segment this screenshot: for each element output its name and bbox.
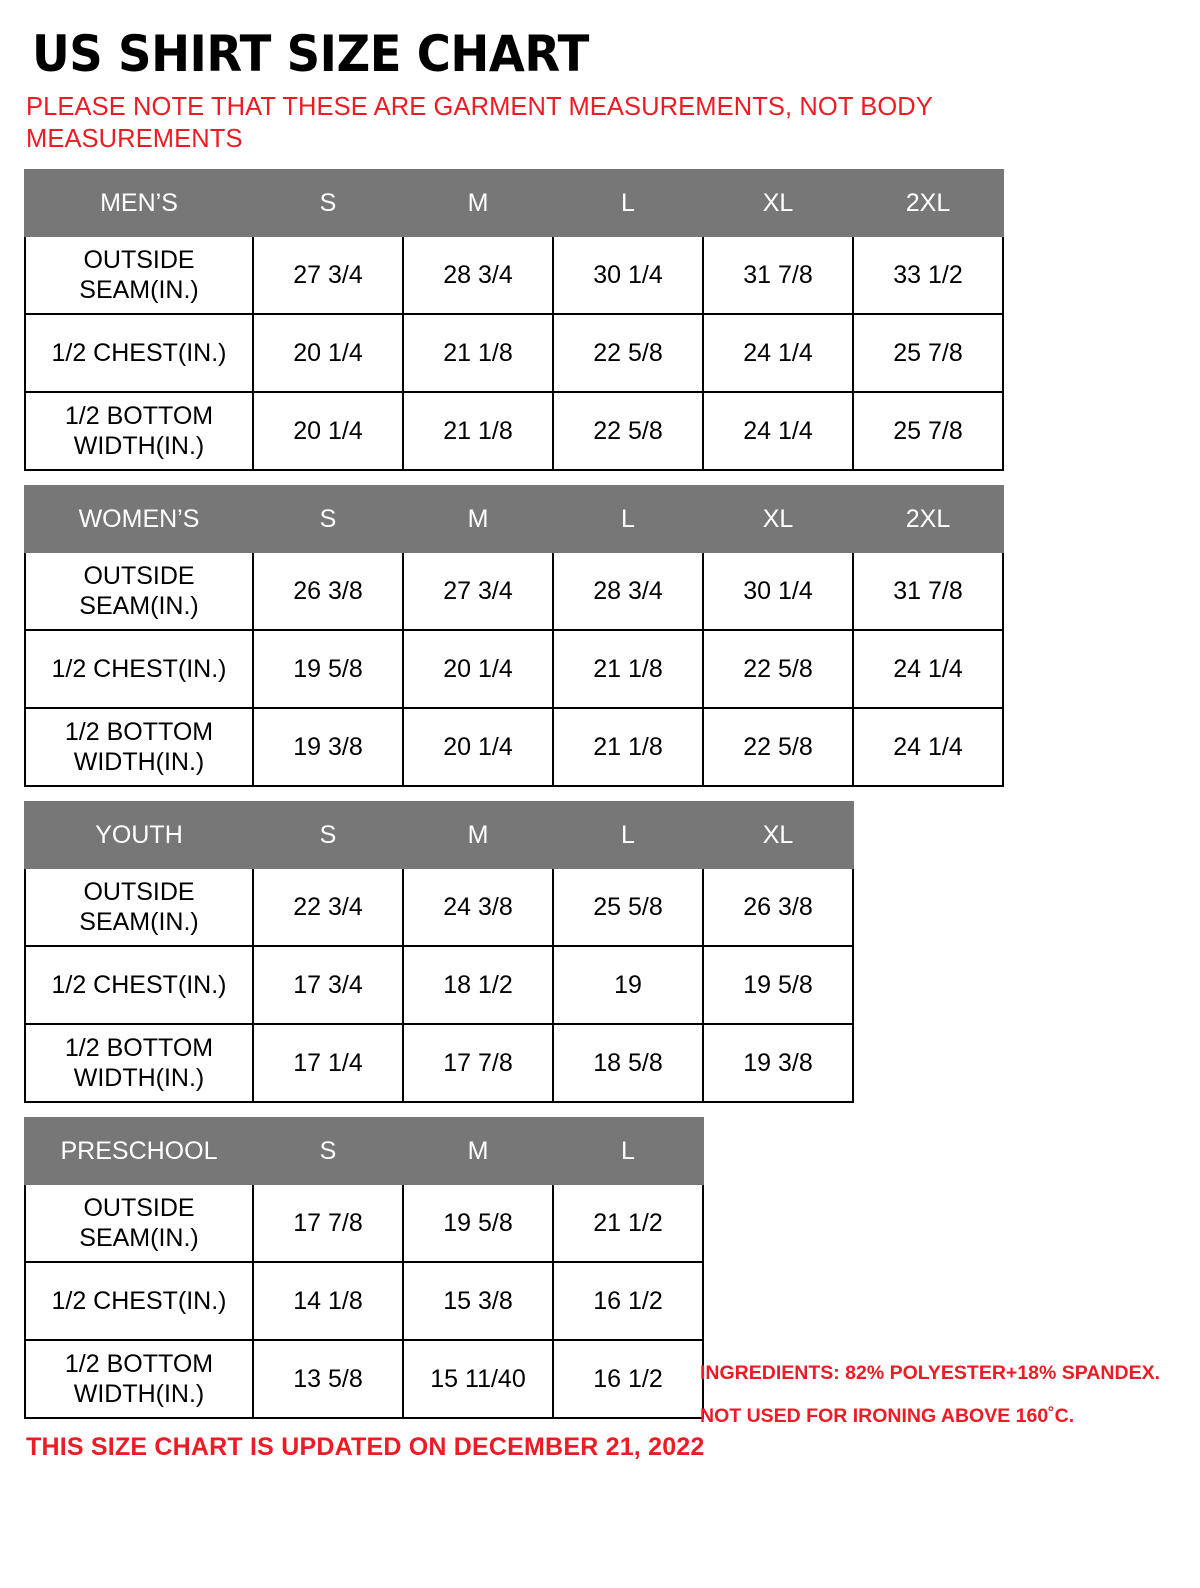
table-header-s: S [253, 802, 403, 868]
cell-value: 25 7/8 [853, 314, 1003, 392]
cell-value: 16 1/2 [553, 1262, 703, 1340]
ingredients-line-1: INGREDIENTS: 82% POLYESTER+18% SPANDEX. [700, 1362, 1161, 1384]
table-row [25, 946, 853, 1024]
table-header-l: L [553, 170, 703, 236]
cell-value: 19 3/8 [703, 1024, 853, 1102]
cell-value: 26 3/8 [253, 552, 403, 630]
cell-value: 17 1/4 [253, 1024, 403, 1102]
table-row [25, 1340, 703, 1418]
table-header-row [25, 486, 1003, 552]
cell-value: 18 1/2 [403, 946, 553, 1024]
cell-value: 15 3/8 [403, 1262, 553, 1340]
cell-value: 20 1/4 [253, 314, 403, 392]
row-label: 1/2 BOTTOM WIDTH(IN.) [25, 392, 253, 470]
cell-value: 25 5/8 [553, 868, 703, 946]
row-label: 1/2 CHEST(IN.) [25, 314, 253, 392]
table-header-m: M [403, 170, 553, 236]
cell-value: 21 1/8 [553, 630, 703, 708]
measurement-note: PLEASE NOTE THAT THESE ARE GARMENT MEASUREMENTS, NOT BODY MEASUREMENTS [26, 92, 933, 153]
cell-value: 22 5/8 [703, 630, 853, 708]
table-row [25, 630, 1003, 708]
table-header-l: L [553, 486, 703, 552]
table-row [25, 1184, 703, 1262]
cell-value: 33 1/2 [853, 236, 1003, 314]
table-header-row [25, 170, 1003, 236]
youth-size-table [24, 801, 854, 1103]
cell-value: 21 1/8 [403, 392, 553, 470]
womens-size-table [24, 485, 1004, 787]
table-row [25, 1262, 703, 1340]
cell-value: 24 3/8 [403, 868, 553, 946]
table-row [25, 392, 1003, 470]
table-header-category: PRESCHOOL [25, 1118, 253, 1184]
table-header-xl: XL [703, 802, 853, 868]
table-header-row [25, 802, 853, 868]
table-header-xl: XL [703, 170, 853, 236]
preschool-size-table [24, 1117, 704, 1419]
table-header-category: WOMEN’S [25, 486, 253, 552]
table-header-category: YOUTH [25, 802, 253, 868]
cell-value: 16 1/2 [553, 1340, 703, 1418]
cell-value: 19 5/8 [703, 946, 853, 1024]
table-header-s: S [253, 1118, 403, 1184]
cell-value: 20 1/4 [253, 392, 403, 470]
cell-value: 28 3/4 [403, 236, 553, 314]
cell-value: 15 11/40 [403, 1340, 553, 1418]
ingredients-line-2: NOT USED FOR IRONING ABOVE 160˚C. [700, 1404, 1075, 1427]
row-label: 1/2 BOTTOM WIDTH(IN.) [25, 1340, 253, 1418]
table-row [25, 552, 1003, 630]
cell-value: 14 1/8 [253, 1262, 403, 1340]
cell-value: 24 1/4 [853, 630, 1003, 708]
cell-value: 22 5/8 [553, 392, 703, 470]
row-label: OUTSIDE SEAM(IN.) [25, 552, 253, 630]
row-label: 1/2 CHEST(IN.) [25, 1262, 253, 1340]
row-label: OUTSIDE SEAM(IN.) [25, 868, 253, 946]
table-header-2xl: 2XL [853, 486, 1003, 552]
cell-value: 31 7/8 [703, 236, 853, 314]
cell-value: 17 7/8 [403, 1024, 553, 1102]
table-row [25, 1024, 853, 1102]
cell-value: 21 1/8 [403, 314, 553, 392]
cell-value: 24 1/4 [703, 314, 853, 392]
table-header-2xl: 2XL [853, 170, 1003, 236]
updated-note: THIS SIZE CHART IS UPDATED ON DECEMBER 21, 2022 [26, 1432, 705, 1461]
cell-value: 13 5/8 [253, 1340, 403, 1418]
table-header-xl: XL [703, 486, 853, 552]
cell-value: 17 7/8 [253, 1184, 403, 1262]
row-label: OUTSIDE SEAM(IN.) [25, 1184, 253, 1262]
cell-value: 28 3/4 [553, 552, 703, 630]
table-header-category: MEN’S [25, 170, 253, 236]
cell-value: 26 3/8 [703, 868, 853, 946]
table-row [25, 868, 853, 946]
cell-value: 20 1/4 [403, 708, 553, 786]
cell-value: 21 1/2 [553, 1184, 703, 1262]
ingredients-note [700, 1352, 1180, 1438]
cell-value: 22 5/8 [703, 708, 853, 786]
table-header-s: S [253, 170, 403, 236]
cell-value: 18 5/8 [553, 1024, 703, 1102]
cell-value: 25 7/8 [853, 392, 1003, 470]
cell-value: 31 7/8 [853, 552, 1003, 630]
cell-value: 27 3/4 [253, 236, 403, 314]
row-label: 1/2 CHEST(IN.) [25, 630, 253, 708]
row-label: 1/2 CHEST(IN.) [25, 946, 253, 1024]
table-header-s: S [253, 486, 403, 552]
cell-value: 19 3/8 [253, 708, 403, 786]
cell-value: 17 3/4 [253, 946, 403, 1024]
table-header-m: M [403, 486, 553, 552]
table-header-l: L [553, 802, 703, 868]
row-label: 1/2 BOTTOM WIDTH(IN.) [25, 708, 253, 786]
cell-value: 21 1/8 [553, 708, 703, 786]
cell-value: 27 3/4 [403, 552, 553, 630]
mens-size-table [24, 169, 1004, 471]
table-row [25, 236, 1003, 314]
cell-value: 24 1/4 [703, 392, 853, 470]
cell-value: 19 5/8 [253, 630, 403, 708]
cell-value: 30 1/4 [553, 236, 703, 314]
table-row [25, 314, 1003, 392]
page-title: US SHIRT SIZE CHART [32, 25, 589, 83]
cell-value: 22 3/4 [253, 868, 403, 946]
cell-value: 22 5/8 [553, 314, 703, 392]
table-row [25, 708, 1003, 786]
cell-value: 19 [553, 946, 703, 1024]
row-label: OUTSIDE SEAM(IN.) [25, 236, 253, 314]
table-header-m: M [403, 1118, 553, 1184]
row-label: 1/2 BOTTOM WIDTH(IN.) [25, 1024, 253, 1102]
table-header-row [25, 1118, 703, 1184]
cell-value: 20 1/4 [403, 630, 553, 708]
cell-value: 24 1/4 [853, 708, 1003, 786]
table-header-l: L [553, 1118, 703, 1184]
cell-value: 30 1/4 [703, 552, 853, 630]
cell-value: 19 5/8 [403, 1184, 553, 1262]
table-header-m: M [403, 802, 553, 868]
